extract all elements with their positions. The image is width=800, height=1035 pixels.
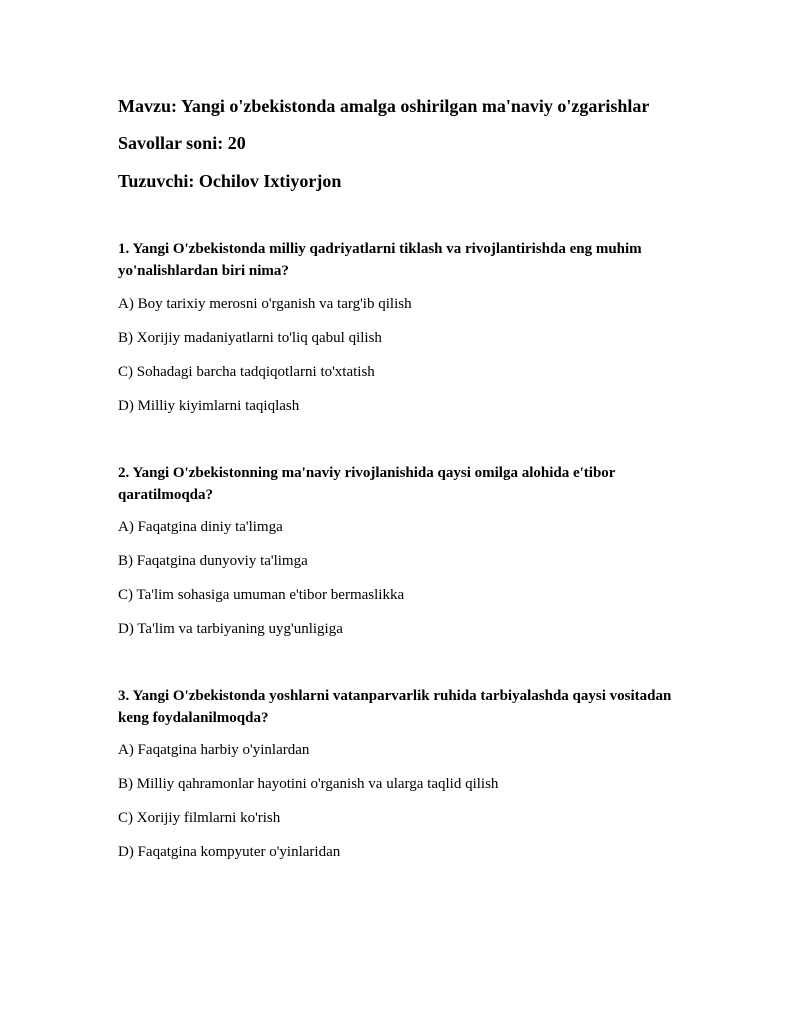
answer-option: C) Sohadagi barcha tadqiqotlarni to'xtatish: [118, 364, 375, 380]
answer-option: A) Boy tarixiy merosni o'rganish va targ'ib qilish: [118, 296, 412, 312]
topic-heading: Mavzu: Yangi o'zbekistonda amalga oshirilgan ma'naviy o'zgarishlar: [118, 96, 650, 116]
answer-option: A) Faqatgina diniy ta'limga: [118, 519, 283, 535]
answer-option: B) Faqatgina dunyoviy ta'limga: [118, 553, 308, 569]
answer-option: B) Xorijiy madaniyatlarni to'liq qabul qilish: [118, 330, 382, 346]
answer-option: D) Milliy kiyimlarni taqiqlash: [118, 398, 300, 414]
question-text: 3. Yangi O'zbekistonda yoshlarni vatanparvarlik ruhida tarbiyalashda qaysi vositadan keng foydalanilmoqda?: [118, 688, 672, 726]
question-block: [118, 685, 688, 860]
answer-option: D) Ta'lim va tarbiyaning uyg'unligiga: [118, 621, 343, 637]
question-block: [118, 462, 688, 637]
answer-option: A) Faqatgina harbiy o'yinlardan: [118, 742, 310, 758]
question-text: 1. Yangi O'zbekistonda milliy qadriyatlarni tiklash va rivojlantirishda eng muhim yo'nalishlardan biri nima?: [118, 241, 642, 279]
answer-option: B) Milliy qahramonlar hayotini o'rganish va ularga taqlid qilish: [118, 776, 499, 792]
answer-option: D) Faqatgina kompyuter o'yinlaridan: [118, 844, 341, 860]
question-text: 2. Yangi O'zbekistonning ma'naviy rivojlanishida qaysi omilga alohida e'tibor qaratilmoqda?: [118, 465, 616, 503]
question-block: [118, 238, 688, 414]
answer-option: C) Xorijiy filmlarni ko'rish: [118, 810, 281, 826]
author-heading: Tuzuvchi: Ochilov Ixtiyorjon: [118, 171, 342, 191]
question-count-heading: Savollar soni: 20: [118, 133, 246, 153]
answer-option: C) Ta'lim sohasiga umuman e'tibor bermaslikka: [118, 587, 405, 603]
